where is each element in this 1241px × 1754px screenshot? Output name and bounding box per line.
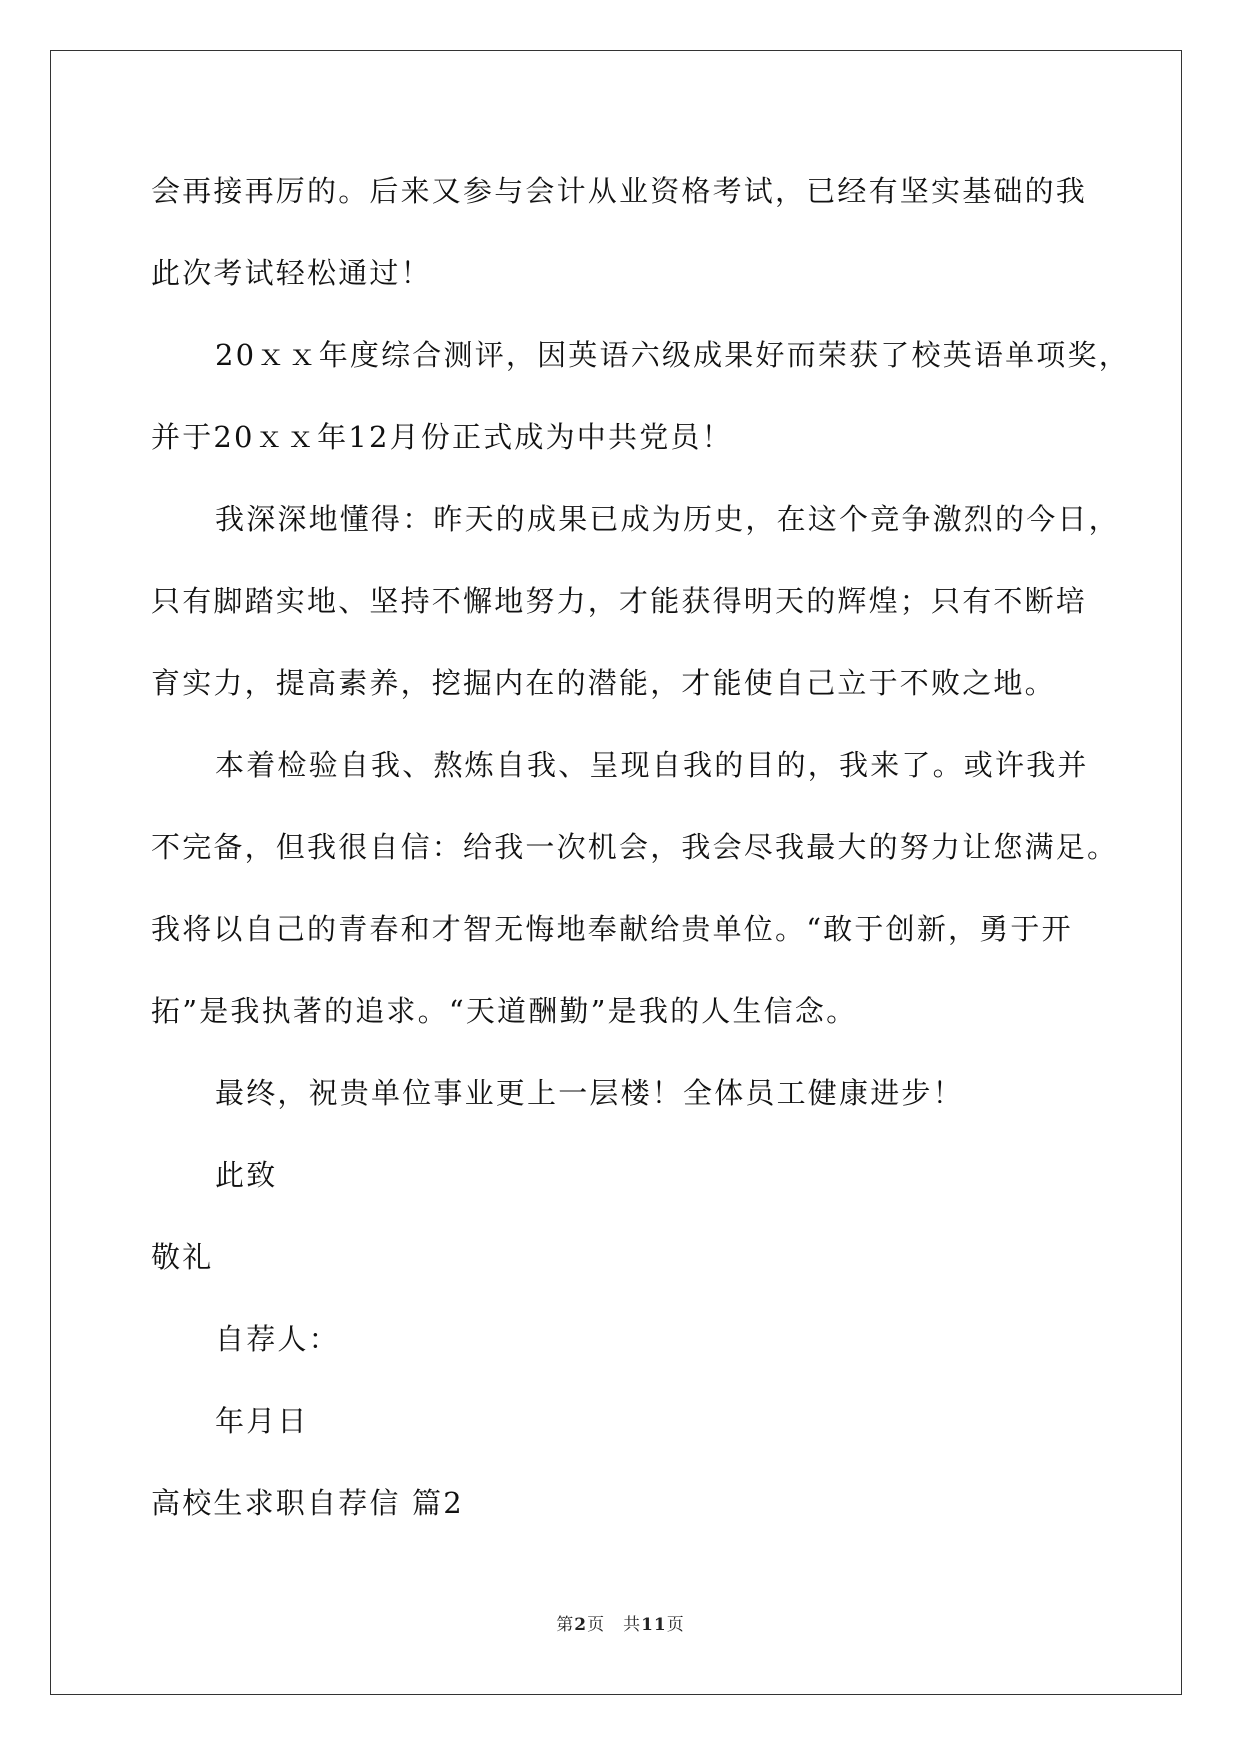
text-line-10: 我将以自己的青春和才智无悔地奉献给贵单位。“敢于创新，勇于开 <box>151 912 1073 946</box>
text-line-2: 此次考试轻松通过！ <box>151 256 432 290</box>
text-line-7: 育实力，提高素养，挖掘内在的潜能，才能使自己立于不败之地。 <box>151 666 1056 700</box>
text-line-1: 会再接再厉的。后来又参与会计从业资格考试，已经有坚实基础的我 <box>151 174 1088 208</box>
text-line-4: 并于20ｘｘ年12月份正式成为中共党员！ <box>151 420 733 454</box>
current-page-number: 2 <box>574 1615 588 1635</box>
text-line-9: 不完备，但我很自信：给我一次机会，我会尽我最大的努力让您满足。 <box>151 830 1119 864</box>
text-line-3: 20ｘｘ年度综合测评，因英语六级成果好而荣获了校英语单项奖， <box>215 338 1130 372</box>
page-footer <box>0 1610 1241 1635</box>
footer-suffix: 页 <box>666 1615 685 1635</box>
text-line-5: 我深深地懂得：昨天的成果已成为历史，在这个竞争激烈的今日， <box>215 502 1120 536</box>
footer-middle: 页 共 <box>587 1615 642 1635</box>
section-heading: 高校生求职自荐信 篇2 <box>151 1486 464 1520</box>
text-line-6: 只有脚踏实地、坚持不懈地努力，才能获得明天的辉煌；只有不断培 <box>151 584 1088 618</box>
text-line-8: 本着检验自我、熬炼自我、呈现自我的目的，我来了。或许我并 <box>215 748 1089 782</box>
closing-salutation: 此致 <box>215 1158 278 1192</box>
closing-regards: 敬礼 <box>151 1240 214 1274</box>
text-line-11: 拓”是我执著的追求。“天道酬勤”是我的人生信念。 <box>151 994 858 1028</box>
document-body <box>151 160 1130 1554</box>
total-page-number: 11 <box>641 1615 667 1635</box>
signature-label: 自荐人： <box>215 1322 340 1356</box>
footer-prefix: 第 <box>556 1615 575 1635</box>
text-line-12: 最终，祝贵单位事业更上一层楼！全体员工健康进步！ <box>215 1076 964 1110</box>
date-label: 年月日 <box>215 1404 309 1438</box>
